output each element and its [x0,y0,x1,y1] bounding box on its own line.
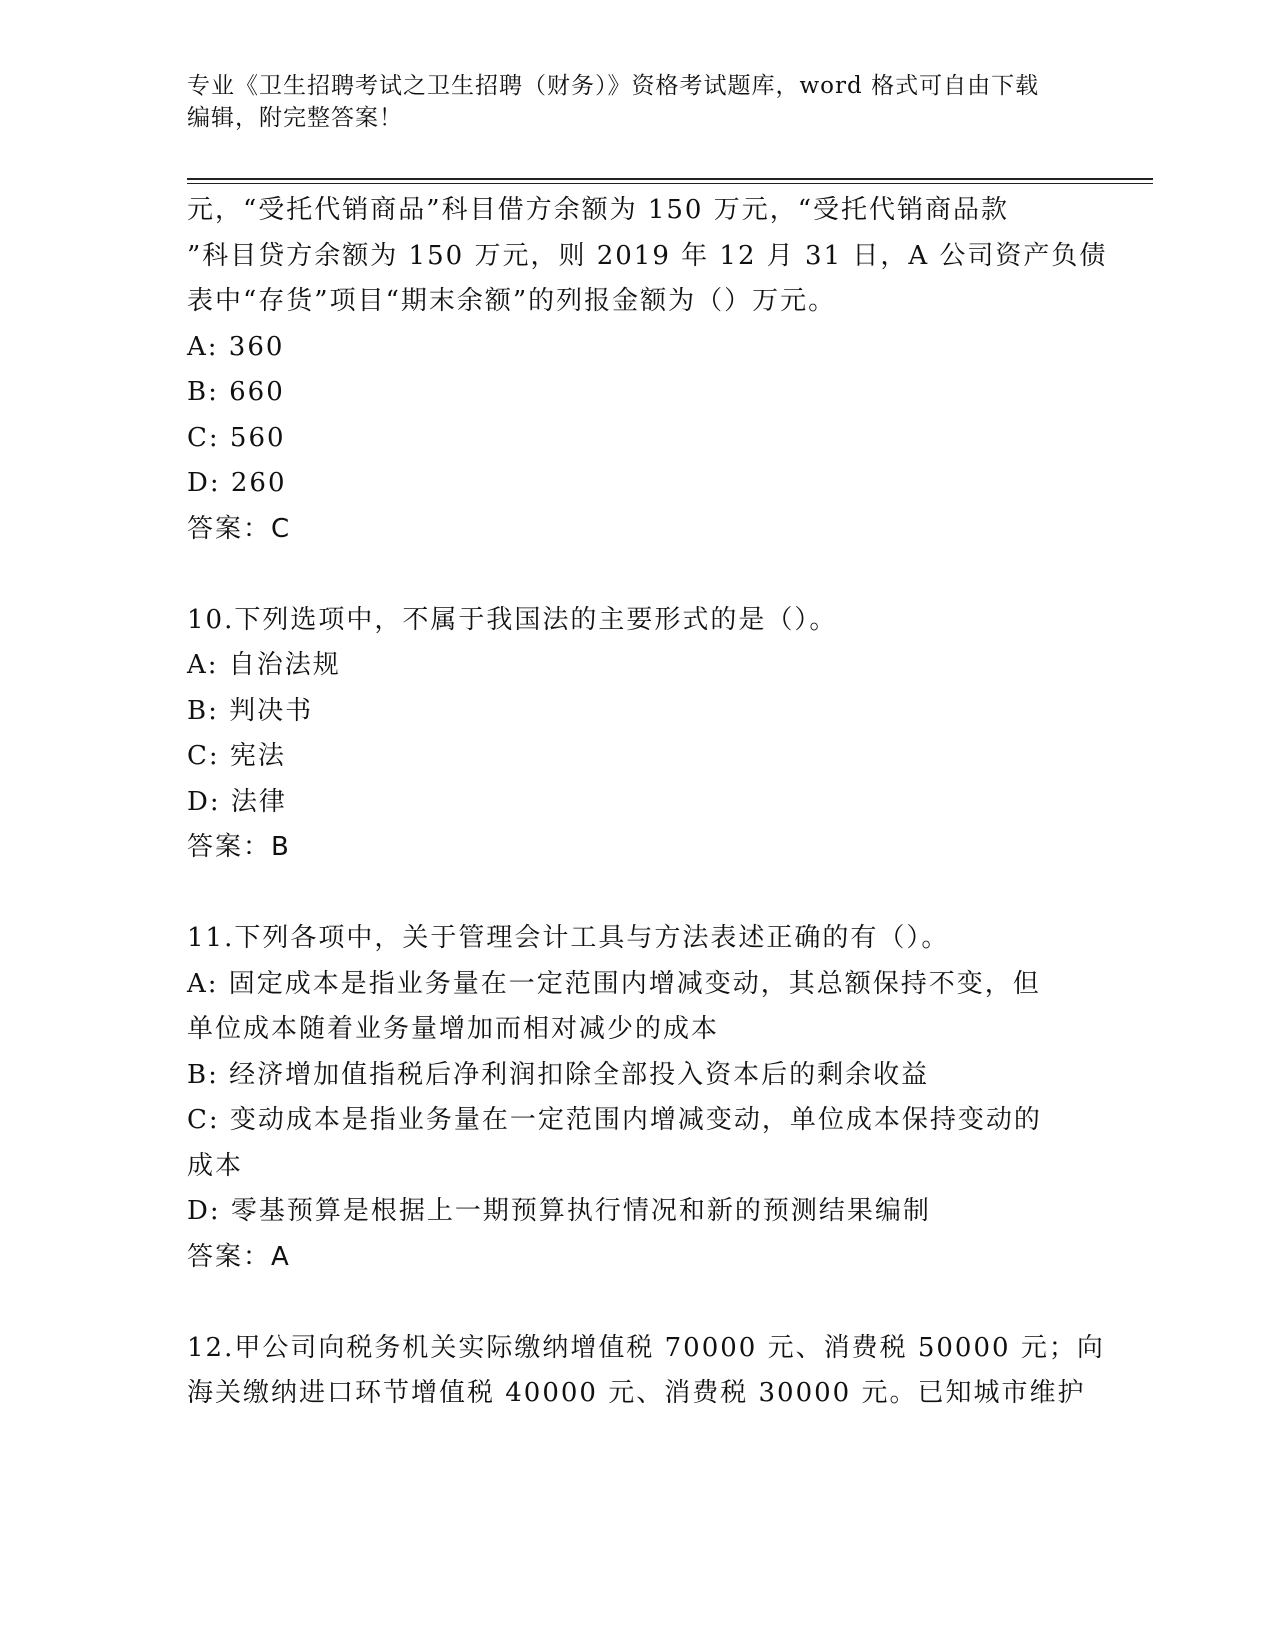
spacer [187,871,1077,917]
option-b: B: 经济增加值指税后净利润扣除全部投入资本后的剩余收益 [187,1059,930,1090]
option-a-line: A: 固定成本是指业务量在一定范围内增减变动，其总额保持不变，但 [187,968,1041,999]
header-divider-thin [187,183,1153,184]
option-b: B: 判决书 [187,695,314,726]
option-c-line: C: 变动成本是指业务量在一定范围内增减变动，单位成本保持变动的 [187,1105,1042,1135]
question-stem: 10.下列选项中，不属于我国法的主要形式的是（）。 [187,604,838,635]
option-d: D: 260 [187,468,287,498]
option-d: D: 零基预算是根据上一期预算执行情况和新的预测结果编制 [187,1196,931,1226]
document-header [187,70,1067,134]
question-10 [187,598,1077,871]
option-c-line: 成本 [187,1150,244,1181]
spacer [187,1280,1077,1326]
answer-line: 答案：A [187,1241,291,1272]
option-b: B: 660 [187,377,285,407]
question-9 [187,188,1108,552]
answer-line: 答案：B [187,832,291,862]
answer-line: 答案：C [187,513,292,544]
option-a: A: 360 [187,331,285,362]
question-11 [187,916,1077,1280]
option-d: D: 法律 [187,786,287,817]
option-c: C: 560 [187,422,286,453]
question-stem-line: 海关缴纳进口环节增值税 40000 元、消费税 30000 元。已知城市维护 [187,1378,1086,1408]
question-12 [187,1326,1105,1417]
header-divider-thick [187,178,1153,180]
question-stem-line: 元，“受托代销商品”科目借方余额为 150 万元，“受托代销商品款 [187,195,1010,225]
question-stem-line: ”科目贷方余额为 150 万元，则 2019 年 12 月 31 日，A 公司资产负债 [187,240,1108,271]
header-line-1: 专业《卫生招聘考试之卫生招聘（财务）》资格考试题库，word 格式可自由下载 [187,73,1040,99]
spacer [187,552,1077,598]
option-a-line: 单位成本随着业务量增加而相对减少的成本 [187,1014,720,1044]
question-stem: 11.下列各项中，关于管理会计工具与方法表述正确的有（）。 [187,923,950,953]
question-stem-line: 表中“存货”项目“期末余额”的列报金额为（）万元。 [187,286,837,316]
option-c: C: 宪法 [187,741,286,771]
option-a: A: 自治法规 [187,650,341,680]
header-line-2: 编辑，附完整答案！ [187,105,403,131]
question-content [187,188,1108,1417]
question-stem-line: 12.甲公司向税务机关实际缴纳增值税 70000 元、消费税 50000 元；向 [187,1332,1105,1363]
